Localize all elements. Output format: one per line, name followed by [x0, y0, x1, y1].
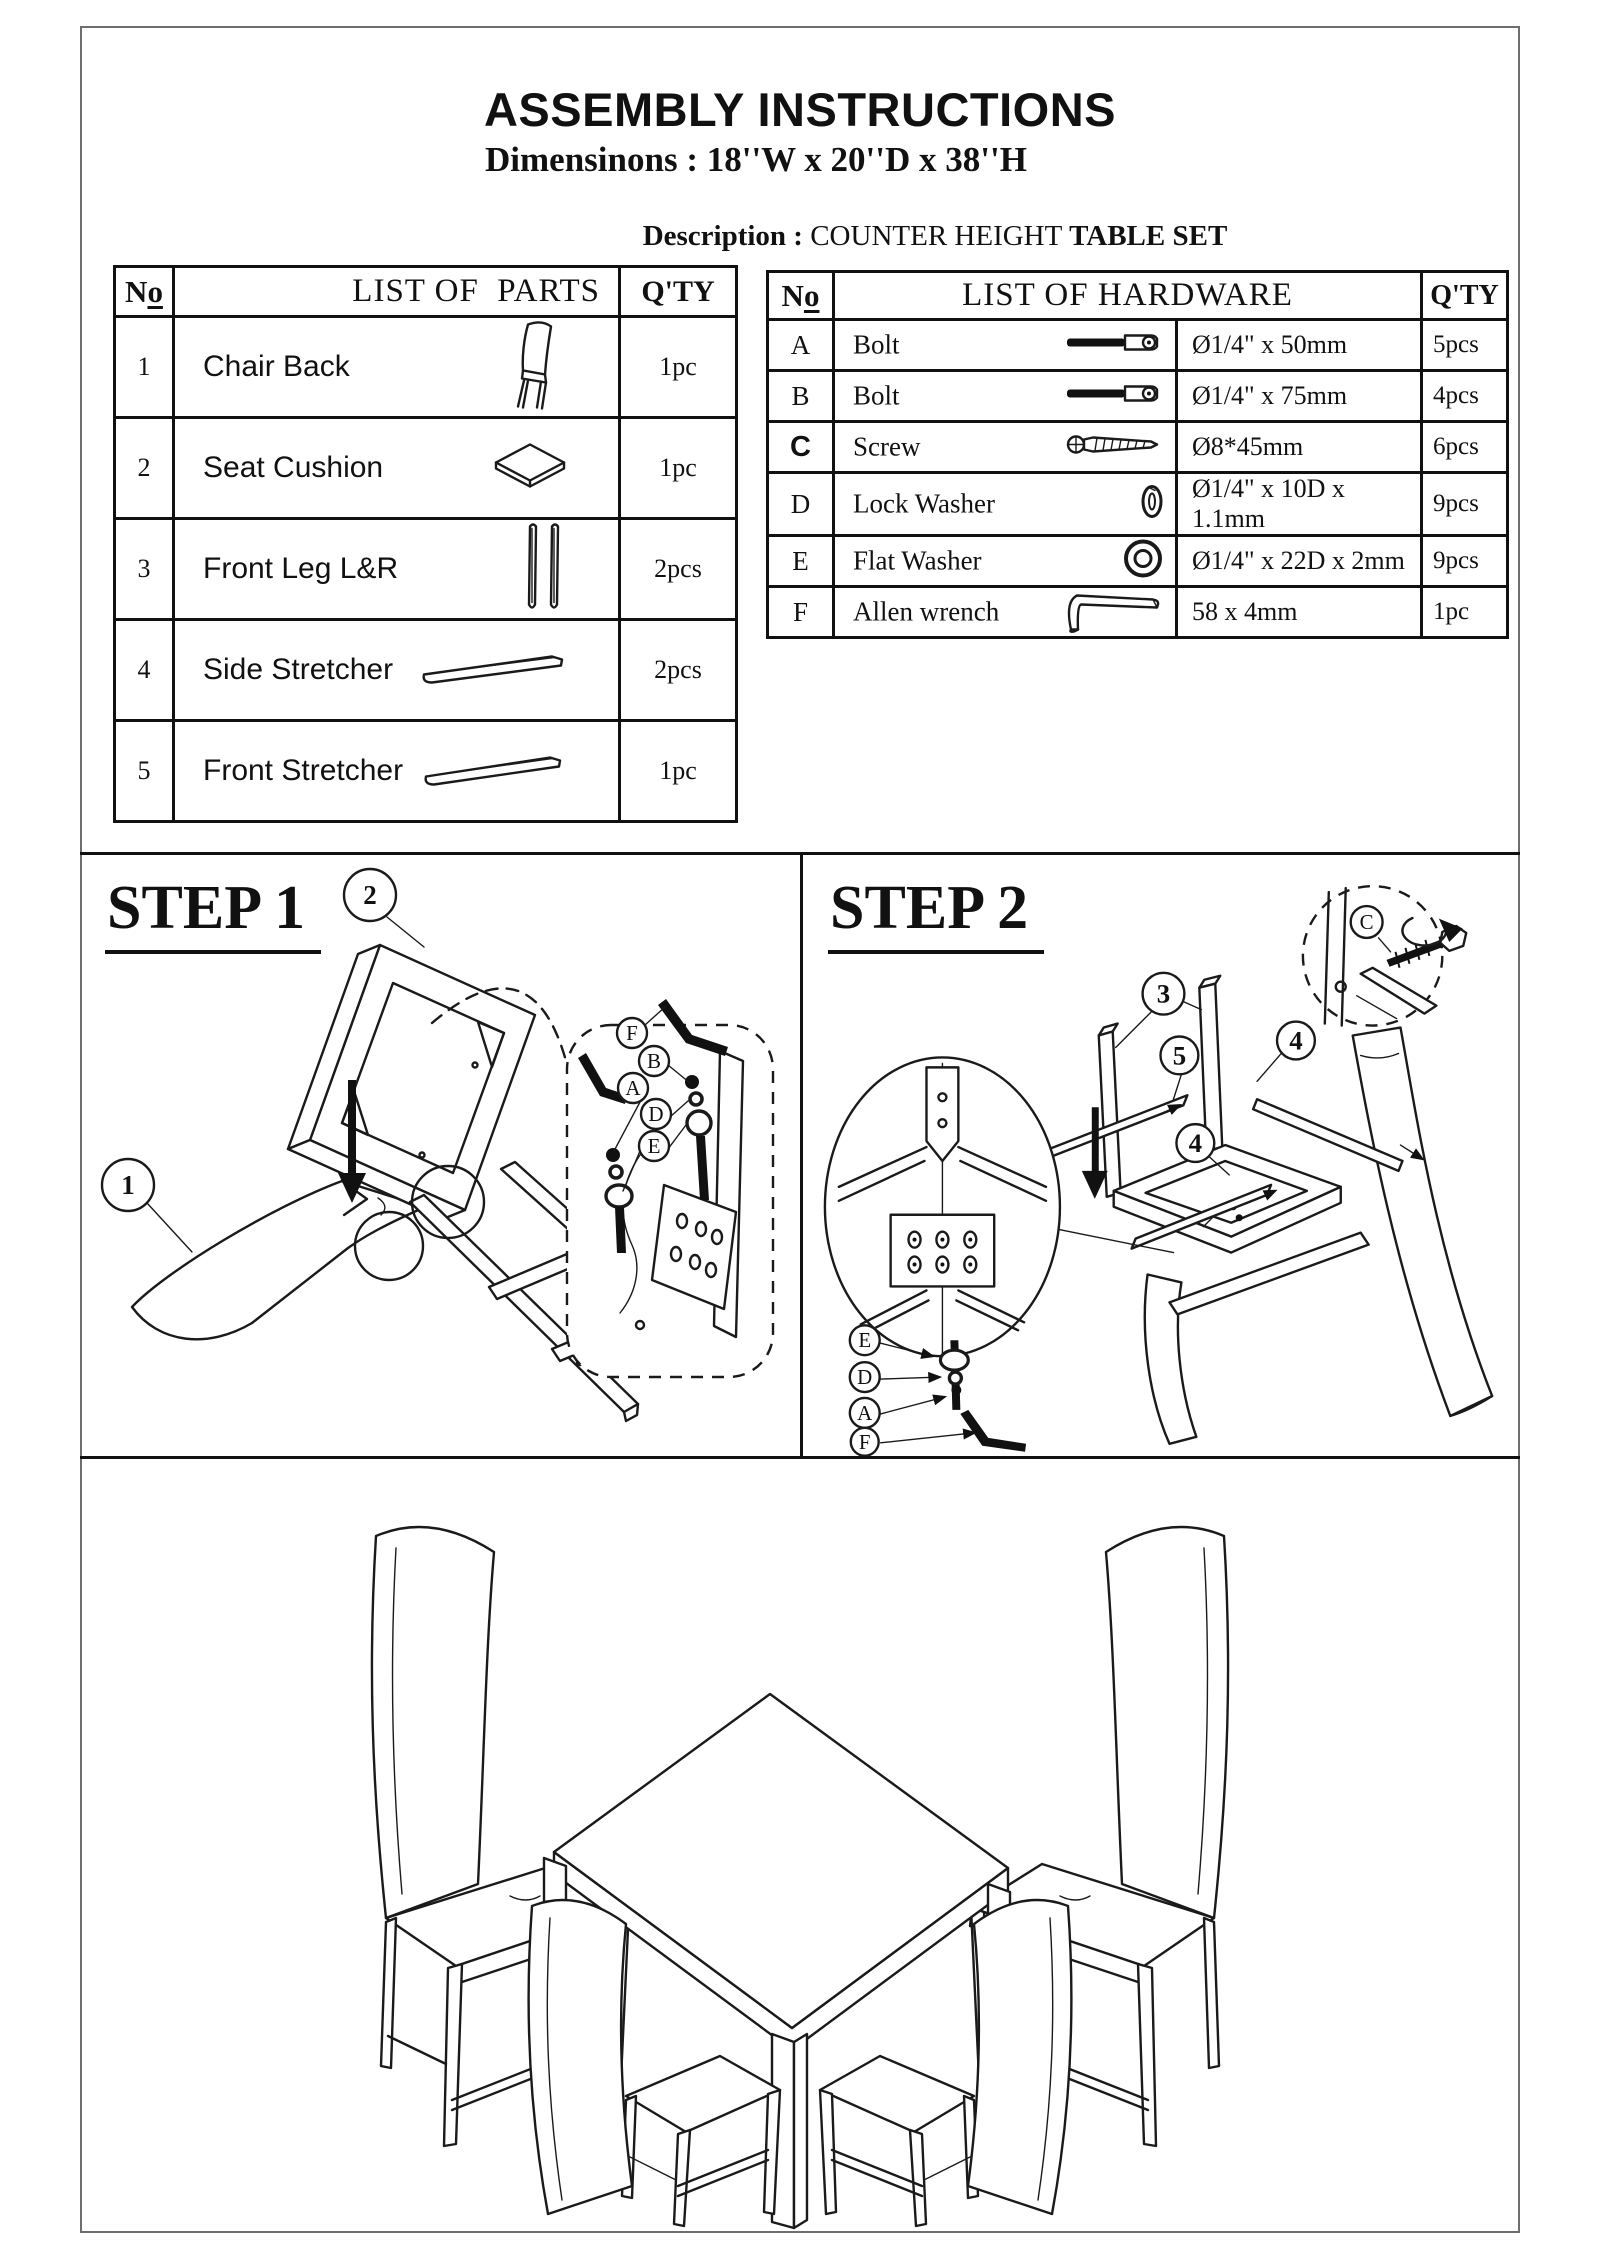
table-row	[115, 317, 737, 418]
hardware-size: Ø1/4" x 10D x 1.1mm	[1177, 473, 1422, 536]
hardware-qty: 9pcs	[1422, 473, 1508, 536]
hardware-size: Ø8*45mm	[1177, 422, 1422, 473]
hardware-name-cell	[834, 371, 1177, 422]
page-title: ASSEMBLY INSTRUCTIONS	[483, 83, 1117, 136]
lock-washer-icon	[1139, 482, 1165, 527]
final-assembly-section	[80, 1456, 1520, 2231]
callout-a: A	[625, 1076, 641, 1100]
hardware-size: 58 x 4mm	[1177, 587, 1422, 638]
table-row	[115, 620, 737, 721]
hardware-qty: 6pcs	[1422, 422, 1508, 473]
steps-section	[80, 852, 1520, 1459]
hardware-col-no: No	[768, 272, 834, 320]
callout-d: D	[857, 1365, 873, 1390]
part-name: Side Stretcher	[203, 653, 394, 686]
callout-f: F	[626, 1021, 638, 1045]
hardware-size: Ø1/4" x 75mm	[1177, 371, 1422, 422]
parts-col-name: LIST OF PARTS	[174, 267, 620, 317]
hardware-name-cell	[834, 536, 1177, 587]
hardware-name-cell	[834, 473, 1177, 536]
callout-f: F	[858, 1429, 871, 1454]
parts-col-no: No	[115, 267, 174, 317]
hardware-name: Bolt	[853, 380, 900, 411]
hardware-detail-box	[567, 999, 773, 1377]
table-row	[115, 519, 737, 620]
part-qty: 2pcs	[620, 519, 737, 620]
step1-panel	[80, 855, 800, 1456]
hardware-name: Flat Washer	[853, 545, 982, 576]
list-of-parts-table	[113, 265, 738, 823]
hardware-name: Allen wrench	[853, 596, 1000, 627]
callout-4b: 4	[1188, 1128, 1203, 1159]
part-name: Chair Back	[203, 350, 350, 383]
allen-wrench-icon	[1061, 586, 1165, 639]
table-row	[115, 418, 737, 519]
step2-title: STEP 2	[828, 873, 1044, 954]
callout-2: 2	[363, 880, 377, 910]
callout-d: D	[648, 1102, 664, 1126]
assembled-table-set-drawing	[80, 1456, 1520, 2231]
part-qty: 1pc	[620, 721, 737, 822]
table-row	[768, 422, 1508, 473]
hardware-name-cell	[834, 422, 1177, 473]
callout-a: A	[857, 1400, 873, 1425]
hardware-no: E	[768, 536, 834, 587]
bolt-icon	[1065, 382, 1165, 411]
parts-col-qty: Q'TY	[620, 267, 737, 317]
seat-cushion-icon	[492, 441, 568, 496]
callout-4a: 4	[1289, 1025, 1303, 1056]
dimensions-line: Dimensinons : 18''W x 20''D x 38''H	[485, 140, 1027, 179]
hardware-col-qty: Q'TY	[1422, 272, 1508, 320]
screw-icon	[1065, 432, 1165, 463]
callout-e: E	[858, 1328, 872, 1353]
callout-c: C	[1359, 909, 1374, 934]
table-row	[768, 371, 1508, 422]
part-no: 2	[115, 418, 174, 519]
callout-3: 3	[1156, 978, 1171, 1009]
part-no: 4	[115, 620, 174, 721]
screw-inset-detail	[1303, 886, 1466, 1025]
hardware-qty: 5pcs	[1422, 320, 1508, 371]
step2-panel	[800, 855, 1520, 1456]
hardware-name: Lock Washer	[853, 488, 996, 519]
table-row	[768, 536, 1508, 587]
part-name-cell	[174, 721, 620, 822]
hardware-no: F	[768, 587, 834, 638]
table-row	[115, 721, 737, 822]
table-row	[768, 473, 1508, 536]
front-legs-icon	[522, 519, 568, 620]
step1-title: STEP 1	[105, 873, 321, 954]
description-line	[430, 220, 1440, 253]
hardware-no: B	[768, 371, 834, 422]
part-qty: 2pcs	[620, 620, 737, 721]
callout-5: 5	[1172, 1040, 1187, 1071]
bolt-icon	[1065, 331, 1165, 360]
hardware-name-cell	[834, 587, 1177, 638]
front-stretcher-icon	[418, 751, 568, 792]
part-qty: 1pc	[620, 317, 737, 418]
hardware-qty: 9pcs	[1422, 536, 1508, 587]
part-qty: 1pc	[620, 418, 737, 519]
part-no: 5	[115, 721, 174, 822]
list-of-hardware-table	[766, 270, 1509, 639]
hardware-no: A	[768, 320, 834, 371]
part-no: 3	[115, 519, 174, 620]
description-value-bold: TABLE SET	[1069, 220, 1228, 252]
hardware-name-cell	[834, 320, 1177, 371]
hardware-name: Screw	[853, 431, 921, 462]
part-name-cell	[174, 418, 620, 519]
part-name: Seat Cushion	[203, 451, 384, 484]
hardware-qty: 1pc	[1422, 587, 1508, 638]
part-name: Front Stretcher	[203, 754, 404, 787]
hardware-no: C	[768, 422, 834, 473]
part-name-cell	[174, 317, 620, 418]
part-name-cell	[174, 519, 620, 620]
seat-cushion-drawing	[132, 1181, 425, 1339]
hardware-qty: 4pcs	[1422, 371, 1508, 422]
description-label: Description :	[642, 220, 803, 252]
hardware-name: Bolt	[853, 329, 900, 360]
part-name-cell	[174, 620, 620, 721]
table-row	[768, 587, 1508, 638]
chair-back-icon	[506, 319, 568, 416]
hardware-size: Ø1/4" x 50mm	[1177, 320, 1422, 371]
table-row	[768, 320, 1508, 371]
corner-bracket-detail	[825, 1057, 1060, 1455]
part-name: Front Leg L&R	[203, 552, 399, 585]
flat-washer-icon	[1121, 537, 1165, 586]
description-value: COUNTER HEIGHT	[802, 220, 1070, 252]
side-stretcher-icon	[416, 651, 568, 690]
callout-1: 1	[121, 1170, 135, 1200]
chair-assembly-drawing	[1040, 976, 1492, 1444]
hardware-col-name: LIST OF HARDWARE	[834, 272, 1422, 320]
hardware-size: Ø1/4" x 22D x 2mm	[1177, 536, 1422, 587]
callout-b: B	[646, 1049, 662, 1073]
hardware-no: D	[768, 473, 834, 536]
part-no: 1	[115, 317, 174, 418]
callout-e: E	[647, 1134, 661, 1158]
